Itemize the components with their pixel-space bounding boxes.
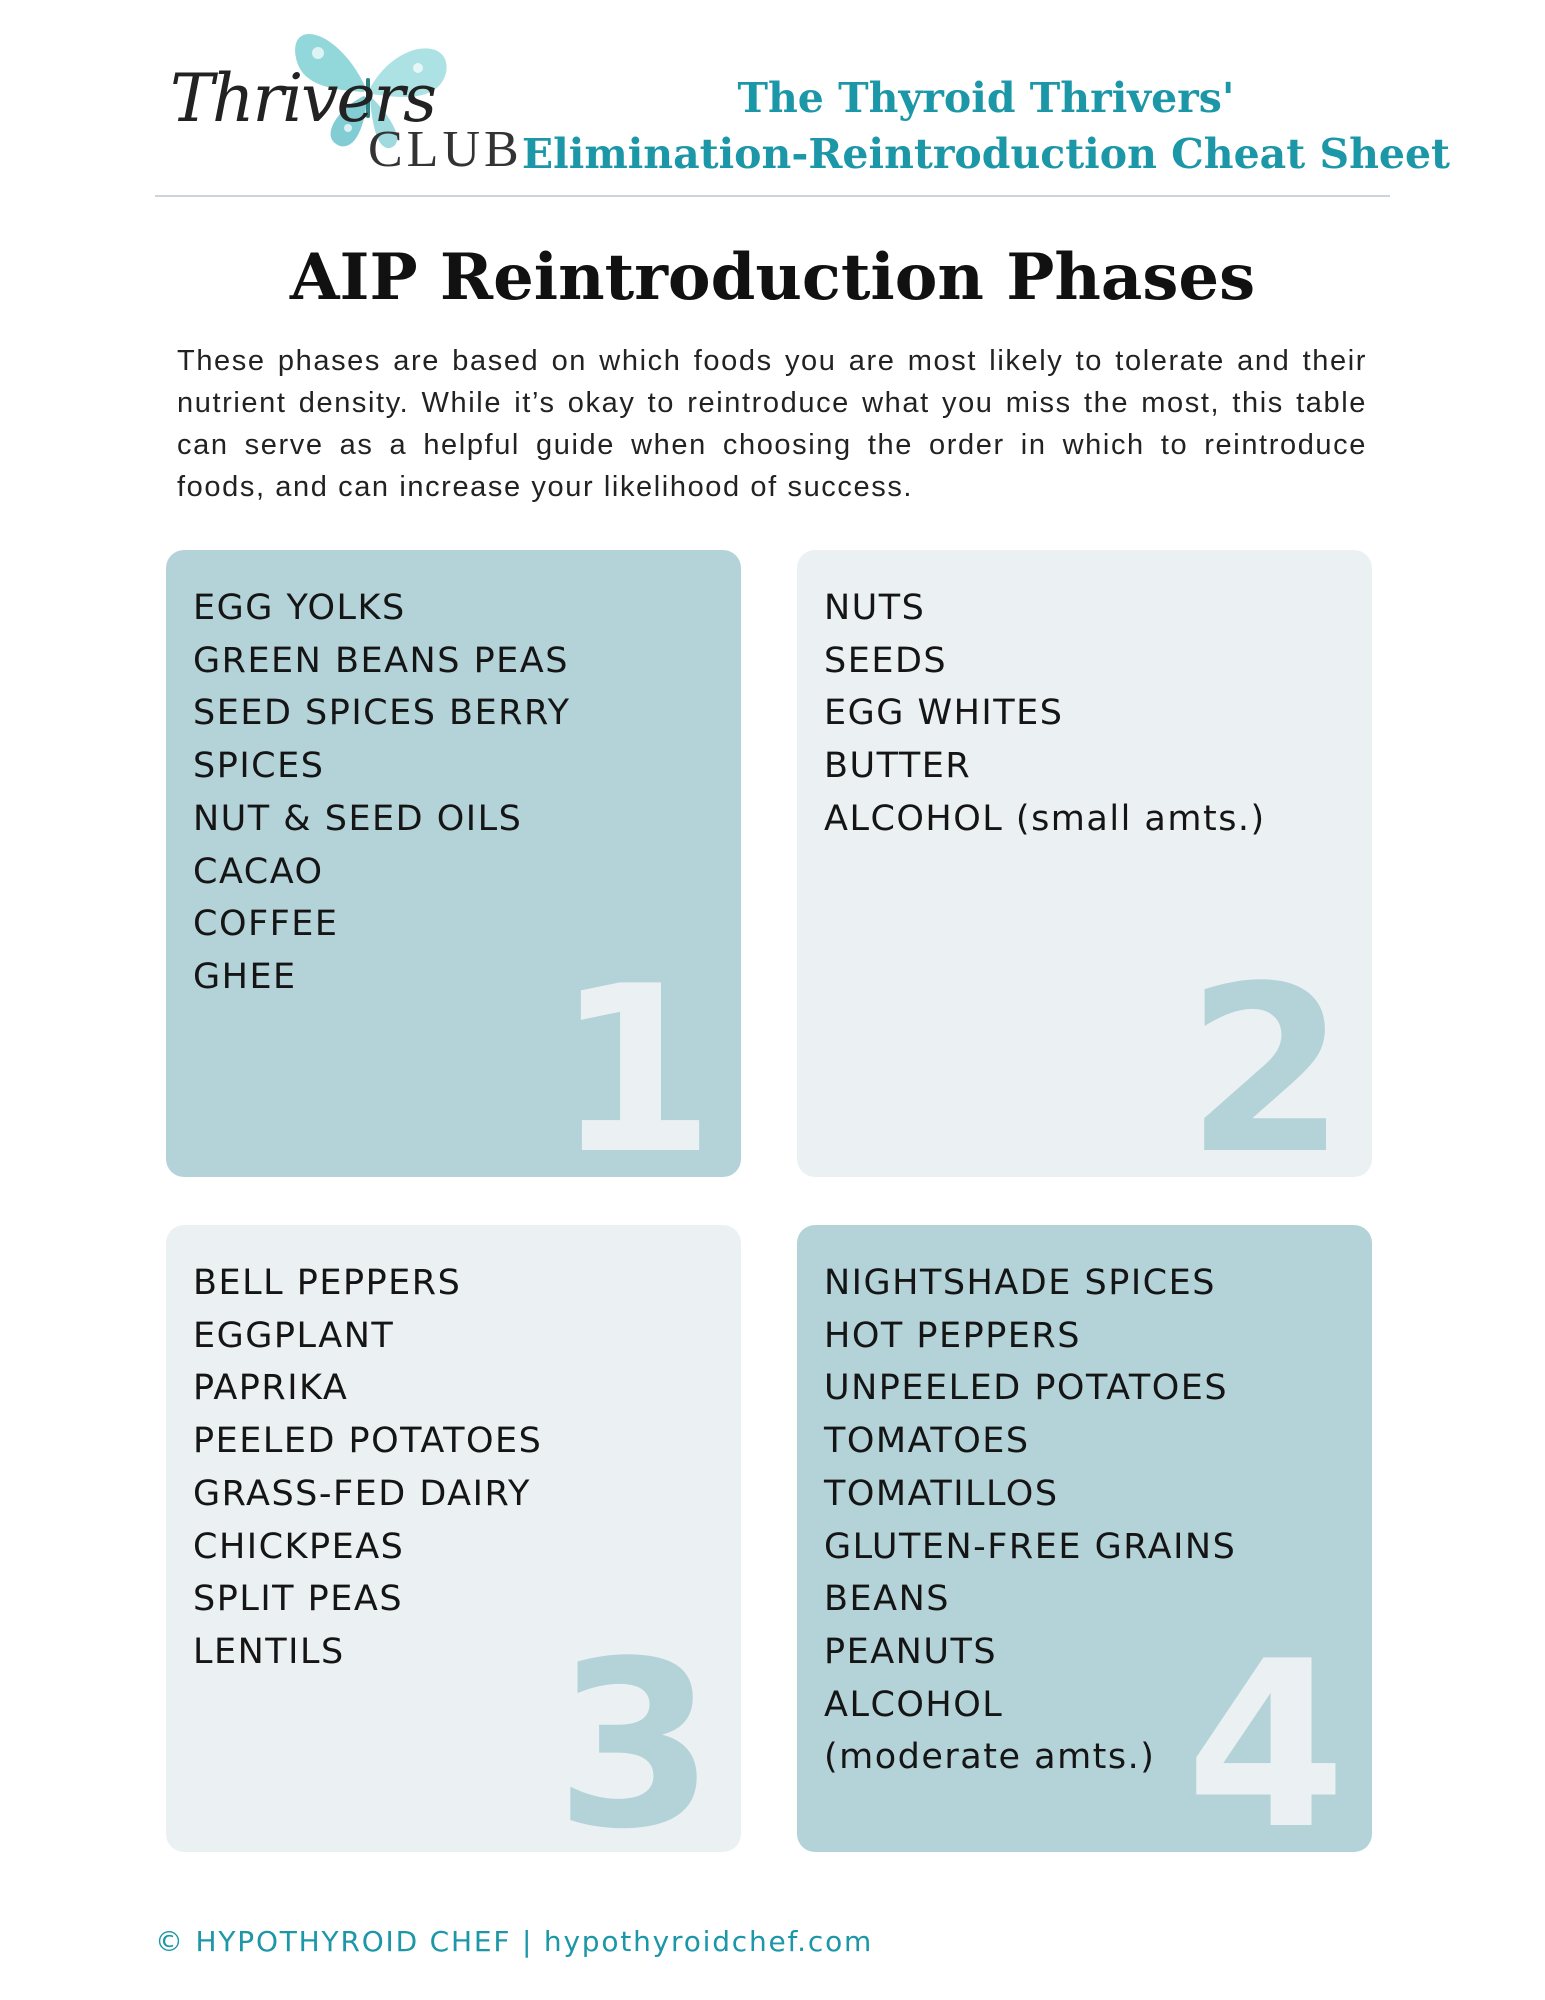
header-divider xyxy=(155,195,1390,197)
food-item: COFFEE xyxy=(193,904,339,945)
food-item: SPICES xyxy=(193,746,325,787)
food-item: GLUTEN-FREE GRAINS xyxy=(824,1526,1237,1567)
food-item: EGG WHITES xyxy=(824,693,1064,734)
food-item: TOMATOES xyxy=(824,1421,1030,1462)
food-item: HOT PEPPERS xyxy=(824,1315,1081,1356)
food-item: GRASS-FED DAIRY xyxy=(193,1473,531,1514)
intro-paragraph: These phases are based on which foods you are most likely to tolerate and their nutrient density. While it’s okay to reintroduce what you miss the most, this table can serve as a helpful guide when choosing the order in which to reintroduce foods, and can increase your likelihood of success. xyxy=(177,345,1367,503)
food-item: PAPRIKA xyxy=(193,1368,349,1409)
phase-card-3 xyxy=(166,1225,741,1852)
phase-3-food-list xyxy=(193,1257,542,1679)
logo-club-text: CLUB xyxy=(368,121,523,178)
food-item: BEANS xyxy=(824,1579,950,1620)
food-item: NUTS xyxy=(824,588,926,628)
phase-number: 4 xyxy=(1185,1613,1342,1852)
food-item: EGG YOLKS xyxy=(193,588,406,628)
phase-4-food-list xyxy=(824,1257,1236,1784)
food-item: PEELED POTATOES xyxy=(193,1421,543,1462)
food-item: LENTILS xyxy=(193,1631,345,1672)
phase-1-food-list xyxy=(193,582,570,1004)
food-item: BUTTER xyxy=(824,746,972,787)
food-item: PEANUTS xyxy=(824,1631,998,1672)
logo-script-text: Thrivers xyxy=(170,60,435,137)
phase-card-4 xyxy=(797,1225,1372,1852)
phase-number: 1 xyxy=(554,938,711,1177)
food-item: BELL PEPPERS xyxy=(193,1263,462,1303)
phase-card-1 xyxy=(166,550,741,1177)
food-item: CHICKPEAS xyxy=(193,1526,405,1567)
food-item: ALCOHOL (small amts.) xyxy=(824,798,1266,839)
food-item: TOMATILLOS xyxy=(824,1473,1059,1514)
food-item: ALCOHOL xyxy=(824,1684,1004,1725)
page-title: AIP Reintroduction Phases xyxy=(289,240,1256,315)
food-item: CACAO xyxy=(193,851,324,892)
footer-credit: © HYPOTHYROID CHEF | hypothyroidchef.com xyxy=(155,1925,874,1958)
food-item: (moderate amts.) xyxy=(824,1737,1156,1778)
thrivers-club-logo xyxy=(160,18,540,178)
food-item: EGGPLANT xyxy=(193,1315,395,1356)
phase-number: 2 xyxy=(1185,938,1342,1177)
food-item: SPLIT PEAS xyxy=(193,1579,404,1620)
header-title xyxy=(522,70,1450,182)
food-item: GREEN BEANS PEAS xyxy=(193,640,569,681)
phase-card-2 xyxy=(797,550,1372,1177)
phase-2-food-list xyxy=(824,582,1266,846)
food-item: GHEE xyxy=(193,956,297,997)
header-title-line2: Elimination-Reintroduction Cheat Sheet xyxy=(521,130,1450,178)
food-item: NIGHTSHADE SPICES xyxy=(824,1263,1216,1303)
food-item: NUT & SEED OILS xyxy=(193,798,523,839)
food-item: SEED SPICES BERRY xyxy=(193,693,571,734)
food-item: SEEDS xyxy=(824,640,948,681)
header-title-line1: The Thyroid Thrivers' xyxy=(737,74,1235,122)
phase-number: 3 xyxy=(554,1613,711,1852)
food-item: UNPEELED POTATOES xyxy=(824,1368,1229,1409)
